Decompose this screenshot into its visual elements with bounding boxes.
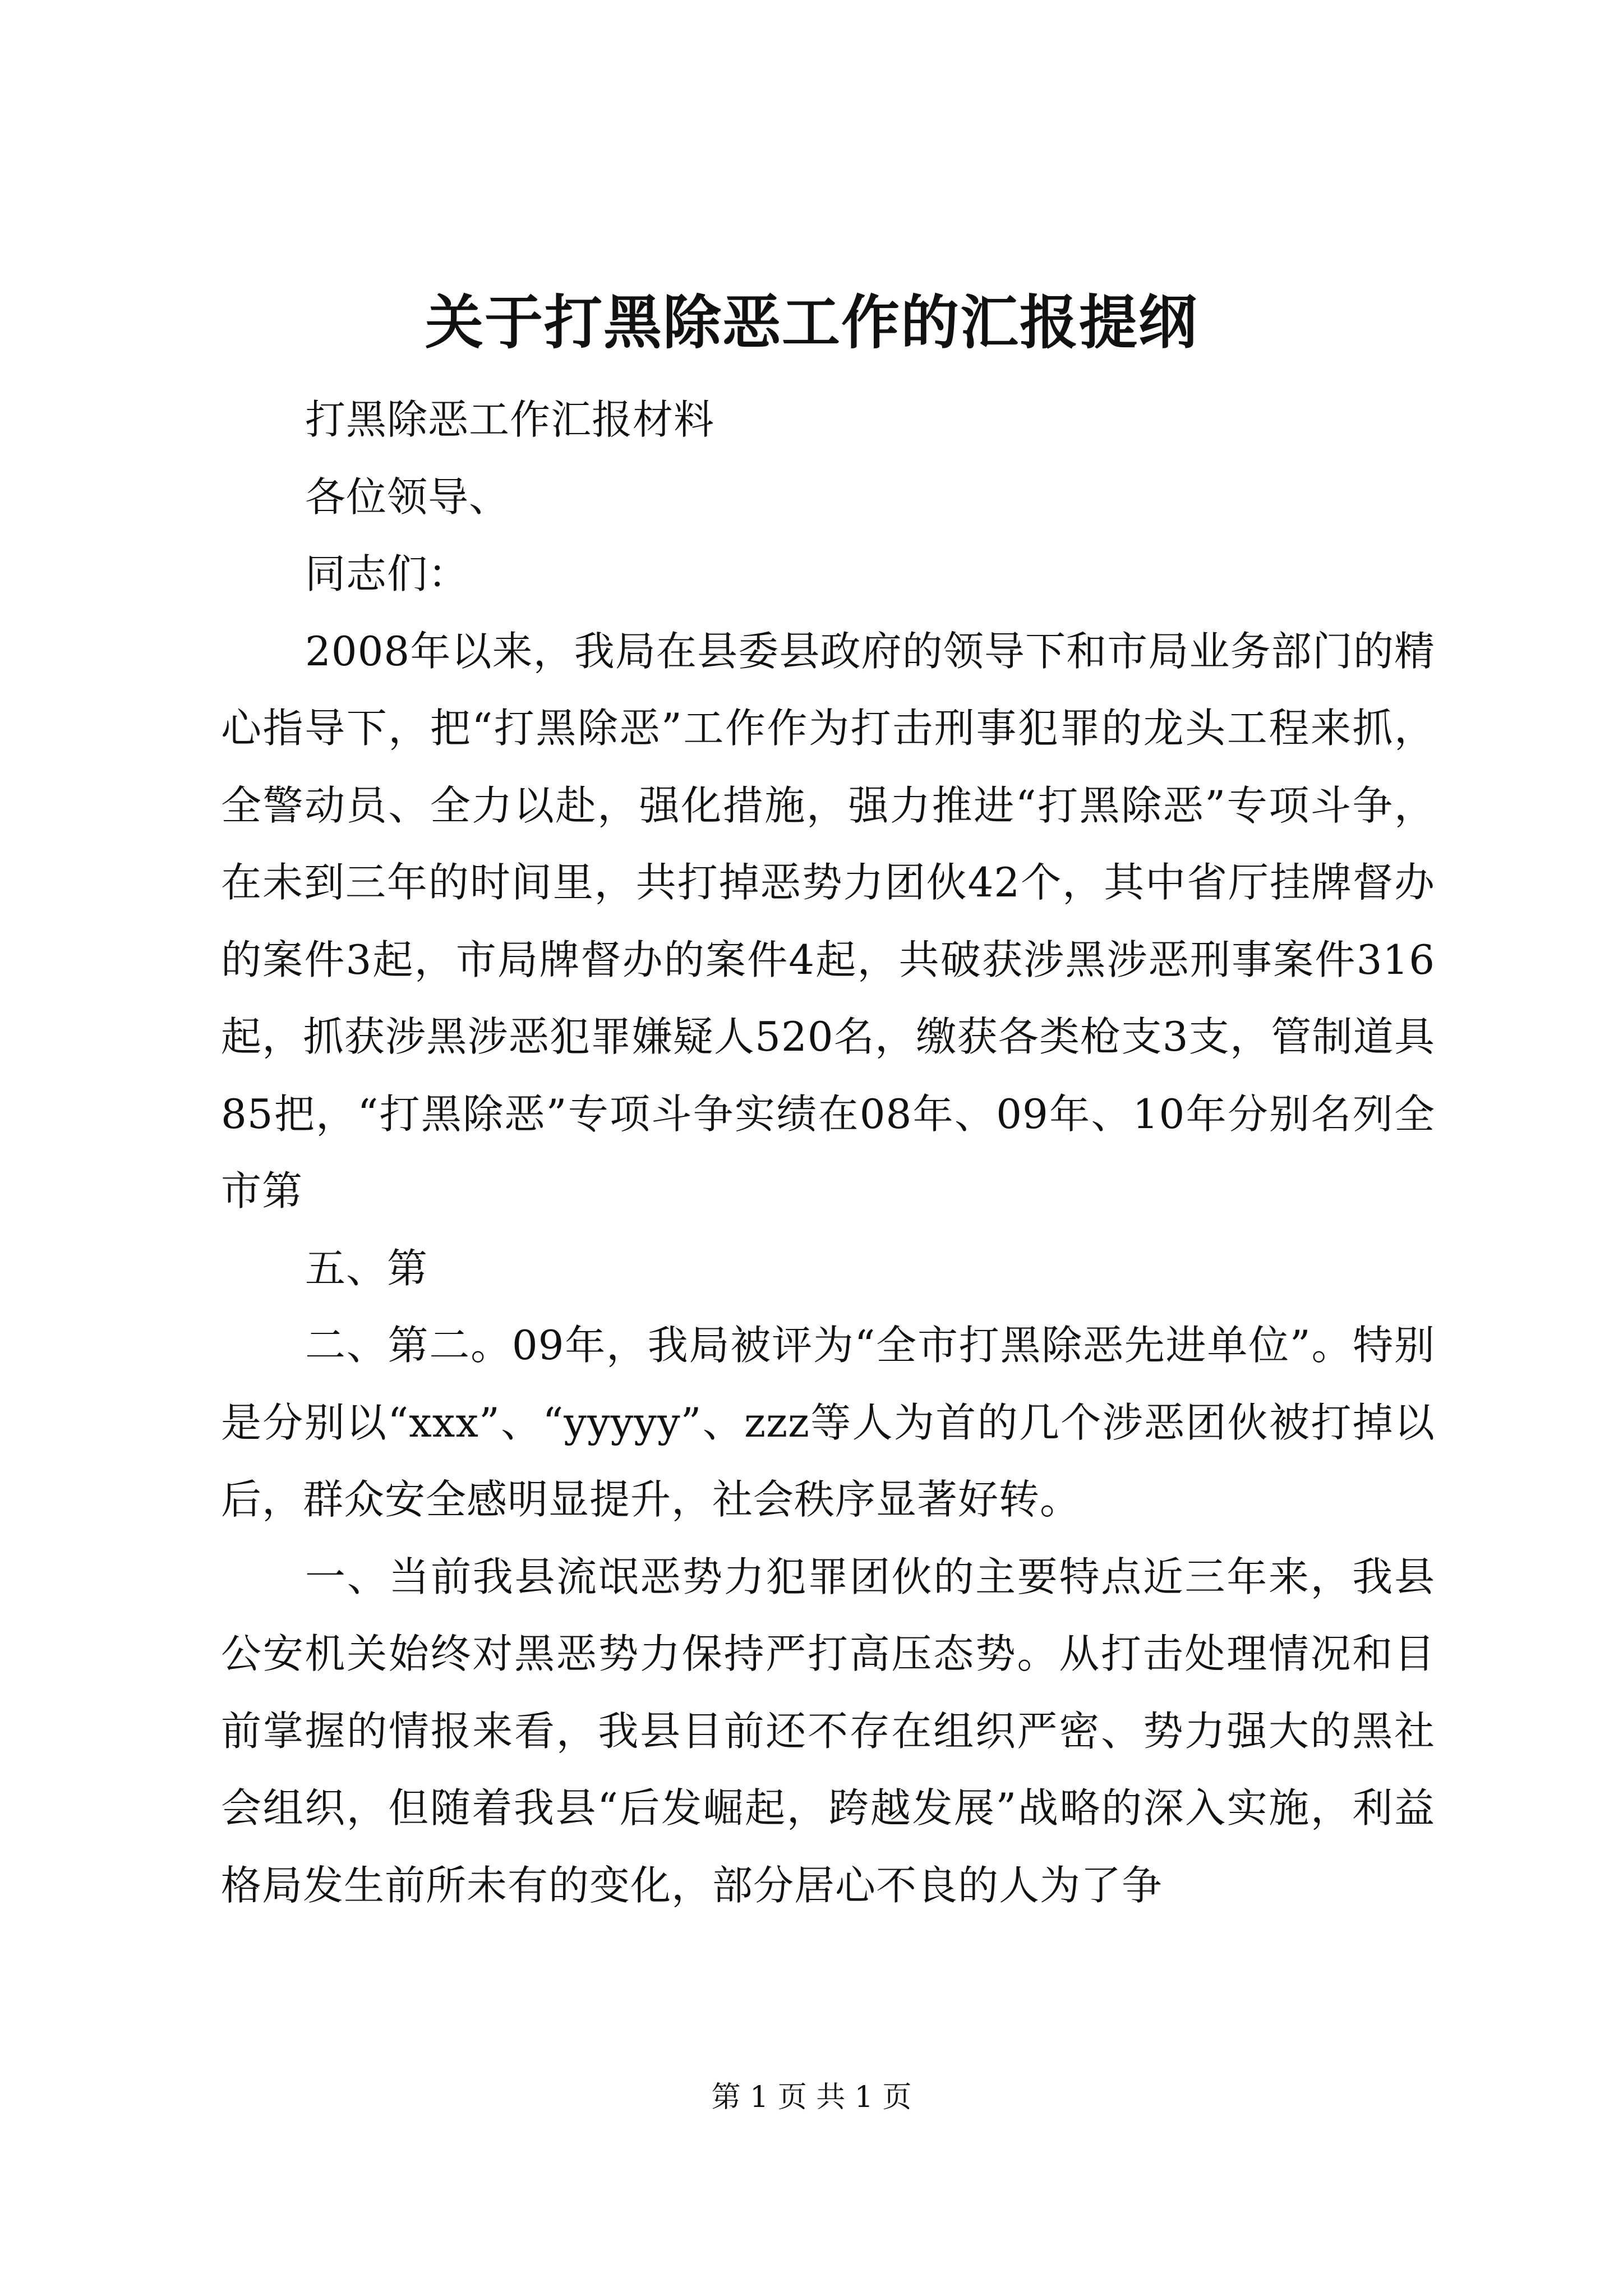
paragraph-greeting-comrades: 同志们： [305, 550, 469, 597]
paragraph-rank: 五、第 [305, 1244, 428, 1292]
paragraph-characteristics: 一、当前我县流氓恶势力犯罪团伙的主要特点近三年来，我县公安机关始终对黑恶势力保持严打高压态势。从打击处理情况和目前掌握的情报来看，我县目前还不存在组织严密、势力强大的黑社会组织，但随着我县“后发崛起，跨越发展”战略的深入实施，利益格局发生前所未有的变化，部分居心不良的人为了争 [221, 1553, 1435, 1909]
paragraph-greeting-leaders: 各位领导、 [305, 473, 510, 521]
page-footer: 第 1 页 共 1 页 [711, 2081, 912, 2114]
paragraph-subtitle: 打黑除恶工作汇报材料 [305, 396, 715, 443]
paragraph-award: 二、第二。09年，我局被评为“全市打黑除恶先进单位”。特别是分别以“xxx”、“yyyyy”、zzz等人为首的几个涉恶团伙被打掉以后，群众安全感明显提升，社会秩序显著好转。 [221, 1322, 1435, 1523]
document-body [221, 381, 1435, 1924]
paragraph-achievements: 2008年以来，我局在县委县政府的领导下和市局业务部门的精心指导下，把“打黑除恶”工作作为打击刑事犯罪的龙头工程来抓，全警动员、全力以赴，强化措施，强力推进“打黑除恶”专项斗争，在未到三年的时间里，共打掉恶势力团伙42个，其中省厅挂牌督办的案件3起，市局牌督办的案件4起，共破获涉黑涉恶刑事案件316起，抓获涉黑涉恶犯罪嫌疑人520名，缴获各类枪支3支，管制道具85把，“打黑除恶”专项斗争实绩在08年、09年、10年分别名列全市第 [221, 627, 1435, 1214]
document-title: 关于打黑除恶工作的汇报提纲 [425, 288, 1198, 357]
